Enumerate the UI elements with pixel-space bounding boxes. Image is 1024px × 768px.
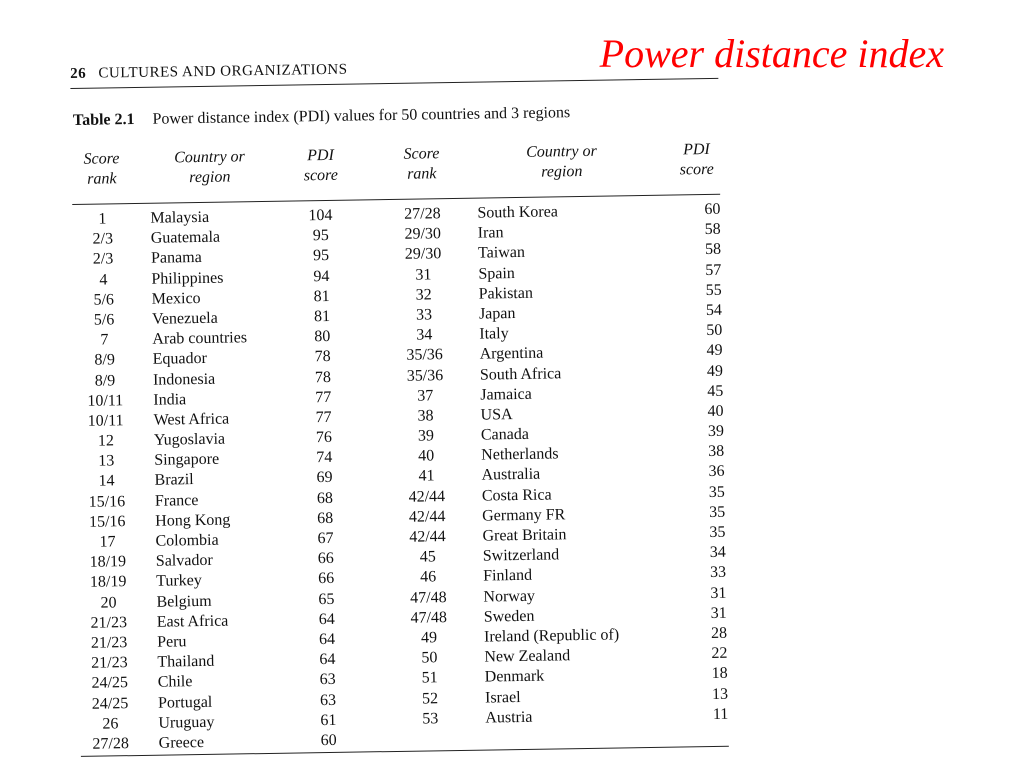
pdi-score-cell: 50	[706, 321, 723, 340]
pdi-score-cell: 69	[316, 469, 333, 487]
score-rank-cell: 8/9	[94, 351, 116, 369]
header-score-rank-left: Score rank	[83, 150, 120, 188]
pdi-score-cell: 77	[315, 388, 332, 406]
pdi-score-cell: 55	[705, 281, 722, 299]
country-cell: Canada	[480, 425, 530, 444]
pdi-score-cell: 64	[318, 630, 336, 649]
country-cell: Argentina	[479, 344, 544, 363]
pdi-score-cell: 68	[316, 489, 334, 507]
score-rank-cell: 35/36	[406, 366, 444, 385]
pdi-score-cell: 76	[315, 428, 333, 447]
pdi-score-cell: 35	[708, 483, 725, 501]
score-rank-cell: 40	[418, 447, 435, 465]
pdi-score-cell: 66	[317, 550, 334, 568]
pdi-score-cell: 64	[318, 610, 335, 628]
pdi-score-cell: 74	[316, 449, 333, 467]
country-cell: Iran	[477, 224, 504, 242]
country-cell: Belgium	[156, 592, 212, 611]
country-cell: Uruguay	[158, 713, 215, 732]
score-rank-cell: 20	[100, 593, 117, 612]
country-cell: Equador	[152, 350, 208, 369]
country-cell: Colombia	[155, 531, 219, 550]
pdi-score-cell: 38	[708, 443, 725, 461]
scanned-book-page	[70, 52, 746, 762]
score-rank-cell: 31	[415, 265, 432, 284]
pdi-score-cell: 77	[315, 408, 332, 427]
header-score-rank-right: Score rank	[403, 145, 440, 183]
country-cell: Switzerland	[482, 546, 560, 565]
country-cell: Great Britain	[482, 526, 567, 545]
pdi-score-cell: 33	[709, 564, 727, 582]
pdi-score-cell: 63	[319, 691, 337, 709]
country-cell: Germany FR	[482, 506, 566, 525]
score-rank-cell: 29/30	[404, 225, 442, 243]
page-number: 26	[70, 65, 87, 82]
country-cell: West Africa	[153, 410, 230, 429]
pdi-score-cell: 78	[314, 348, 331, 366]
score-rank-cell: 14	[98, 472, 115, 491]
pdi-score-cell: 81	[313, 307, 331, 326]
country-cell: Brazil	[154, 471, 194, 490]
country-cell: South Korea	[477, 203, 558, 222]
country-cell: Venezuela	[151, 309, 218, 328]
country-cell: Japan	[478, 304, 516, 323]
score-rank-cell: 49	[420, 629, 438, 647]
table-caption-text: Power distance index (PDI) values for 50 countries and 3 regions	[152, 104, 571, 128]
table-body	[72, 200, 740, 755]
pdi-score-cell: 40	[707, 402, 724, 420]
score-rank-cell: 29/30	[404, 245, 442, 264]
pdi-score-cell: 11	[712, 705, 729, 723]
score-rank-cell: 4	[99, 271, 108, 289]
pdi-score-cell: 80	[314, 328, 331, 346]
country-cell: New Zealand	[484, 647, 571, 666]
score-rank-cell: 39	[417, 427, 435, 445]
header-pdi-left: PDI score	[303, 146, 338, 185]
pdi-score-cell: 28	[710, 624, 728, 642]
country-cell: Chile	[157, 673, 193, 692]
country-cell: Spain	[478, 264, 515, 283]
score-rank-cell: 10/11	[87, 391, 124, 410]
pdi-score-cell: 58	[704, 220, 721, 239]
country-cell: Malaysia	[150, 208, 210, 227]
score-rank-cell: 2/3	[92, 230, 114, 248]
header-country-left: Country or region	[174, 148, 245, 187]
country-cell: Denmark	[484, 667, 545, 686]
header-country-right: Country or region	[525, 142, 597, 181]
score-rank-cell: 18/19	[89, 553, 127, 571]
score-rank-cell: 12	[97, 432, 115, 450]
country-cell: Portugal	[157, 693, 213, 712]
pdi-score-cell: 95	[312, 227, 329, 245]
country-cell: Pakistan	[478, 284, 534, 303]
country-cell: Turkey	[156, 572, 202, 591]
country-cell: Singapore	[154, 450, 220, 469]
country-cell: Taiwan	[477, 244, 526, 262]
pdi-score-cell: 35	[709, 523, 726, 542]
score-rank-cell: 21/23	[90, 613, 128, 632]
score-rank-cell: 5/6	[93, 311, 115, 329]
country-cell: Finland	[482, 567, 533, 585]
pdi-score-cell: 31	[710, 604, 727, 622]
pdi-score-cell: 67	[317, 529, 334, 548]
country-cell: East Africa	[156, 612, 229, 631]
pdi-score-cell: 78	[314, 368, 332, 386]
pdi-score-cell: 22	[711, 644, 728, 663]
pdi-score-cell: 94	[313, 267, 330, 285]
country-cell: Salvador	[155, 552, 213, 570]
score-rank-cell: 13	[98, 452, 115, 470]
pdi-score-cell: 45	[707, 382, 724, 400]
pdi-score-cell: 63	[319, 671, 336, 689]
score-rank-cell: 21/23	[90, 634, 128, 652]
country-cell: Mexico	[151, 289, 201, 308]
score-rank-cell: 1	[98, 210, 107, 228]
country-cell: Panama	[150, 249, 202, 268]
country-cell: Austria	[485, 708, 533, 727]
slide-title: Power distance index	[599, 31, 944, 76]
score-rank-cell: 50	[421, 649, 438, 667]
score-rank-cell: 26	[102, 715, 119, 733]
pdi-score-cell: 39	[707, 422, 725, 441]
country-cell: Arab countries	[152, 329, 248, 348]
pdi-score-cell: 49	[706, 362, 724, 380]
score-rank-cell: 10/11	[87, 412, 124, 430]
score-rank-cell: 51	[421, 669, 438, 687]
country-cell: Indonesia	[152, 370, 216, 389]
score-rank-cell: 38	[417, 407, 434, 425]
score-rank-cell: 17	[99, 533, 116, 551]
pdi-score-cell: 34	[709, 543, 726, 562]
score-rank-cell: 35/36	[406, 346, 444, 365]
score-rank-cell: 8/9	[94, 371, 116, 390]
score-rank-cell: 34	[416, 326, 433, 344]
score-rank-cell: 47/48	[410, 608, 448, 627]
country-cell: Peru	[156, 633, 187, 651]
country-cell: Hong Kong	[155, 511, 231, 530]
country-cell: Philippines	[151, 269, 224, 288]
country-cell: Greece	[158, 733, 205, 752]
pdi-score-cell: 57	[705, 261, 722, 279]
country-cell: Jamaica	[480, 385, 532, 404]
country-cell: Israel	[484, 688, 521, 707]
country-cell: Norway	[483, 587, 536, 606]
score-rank-cell: 7	[100, 331, 109, 349]
country-cell: USA	[480, 405, 513, 424]
table-label: Table 2.1	[72, 110, 135, 129]
pdi-score-cell: 68	[317, 509, 334, 527]
score-rank-cell: 37	[417, 387, 434, 405]
pdi-score-cell: 81	[313, 287, 330, 305]
score-rank-cell: 27/28	[92, 735, 130, 753]
running-title: CULTURES AND ORGANIZATIONS	[98, 61, 348, 82]
score-rank-cell: 5/6	[93, 291, 115, 309]
pdi-score-cell: 60	[704, 200, 721, 219]
country-cell: South Africa	[479, 364, 562, 384]
country-cell: India	[153, 390, 187, 409]
pdi-score-cell: 60	[320, 731, 337, 750]
score-rank-cell: 53	[422, 709, 439, 728]
header-pdi-right: PDI score	[679, 140, 714, 179]
pdi-score-cell: 65	[318, 590, 335, 608]
country-cell: Thailand	[157, 652, 215, 671]
country-cell: Guatemala	[150, 228, 221, 247]
pdi-score-cell: 66	[318, 570, 335, 588]
score-rank-cell: 2/3	[92, 250, 114, 269]
score-rank-cell: 33	[415, 306, 433, 324]
pdi-score-cell: 61	[320, 711, 337, 729]
score-rank-cell: 15/16	[88, 492, 126, 511]
pdi-score-cell: 58	[704, 241, 722, 259]
country-cell: Italy	[479, 325, 509, 343]
score-rank-cell: 21/23	[91, 654, 128, 672]
pdi-score-cell: 104	[308, 206, 333, 225]
score-rank-cell: 18/19	[89, 573, 127, 592]
country-cell: France	[154, 491, 199, 510]
running-header	[70, 62, 348, 83]
country-cell: Yugoslavia	[153, 430, 226, 449]
table-caption	[73, 104, 571, 130]
score-rank-cell: 41	[418, 467, 435, 486]
score-rank-cell: 42/44	[409, 528, 446, 546]
score-rank-cell: 46	[420, 568, 437, 586]
pdi-score-cell: 54	[705, 301, 723, 319]
score-rank-cell: 52	[421, 689, 439, 708]
pdi-score-cell: 95	[312, 247, 330, 265]
pdi-score-cell: 49	[706, 342, 723, 360]
pdi-score-cell: 35	[709, 503, 726, 521]
pdi-score-cell: 31	[710, 584, 727, 602]
country-cell: Sweden	[483, 607, 535, 626]
pdi-score-cell: 36	[708, 463, 725, 481]
country-cell: Netherlands	[481, 445, 559, 464]
score-rank-cell: 27/28	[404, 205, 441, 223]
score-rank-cell: 24/25	[91, 674, 129, 693]
score-rank-cell: 42/44	[408, 487, 446, 506]
pdi-score-cell: 64	[319, 651, 336, 669]
country-cell: Ireland (Republic of)	[483, 626, 620, 646]
score-rank-cell: 42/44	[408, 507, 446, 526]
score-rank-cell: 24/25	[91, 694, 129, 713]
pdi-score-cell: 18	[711, 665, 728, 683]
score-rank-cell: 45	[419, 548, 436, 566]
country-cell: Costa Rica	[481, 486, 552, 505]
score-rank-cell: 32	[415, 286, 432, 304]
score-rank-cell: 15/16	[88, 512, 126, 531]
country-cell: Australia	[481, 466, 541, 485]
pdi-score-cell: 13	[711, 685, 729, 703]
score-rank-cell: 47/48	[410, 588, 447, 607]
